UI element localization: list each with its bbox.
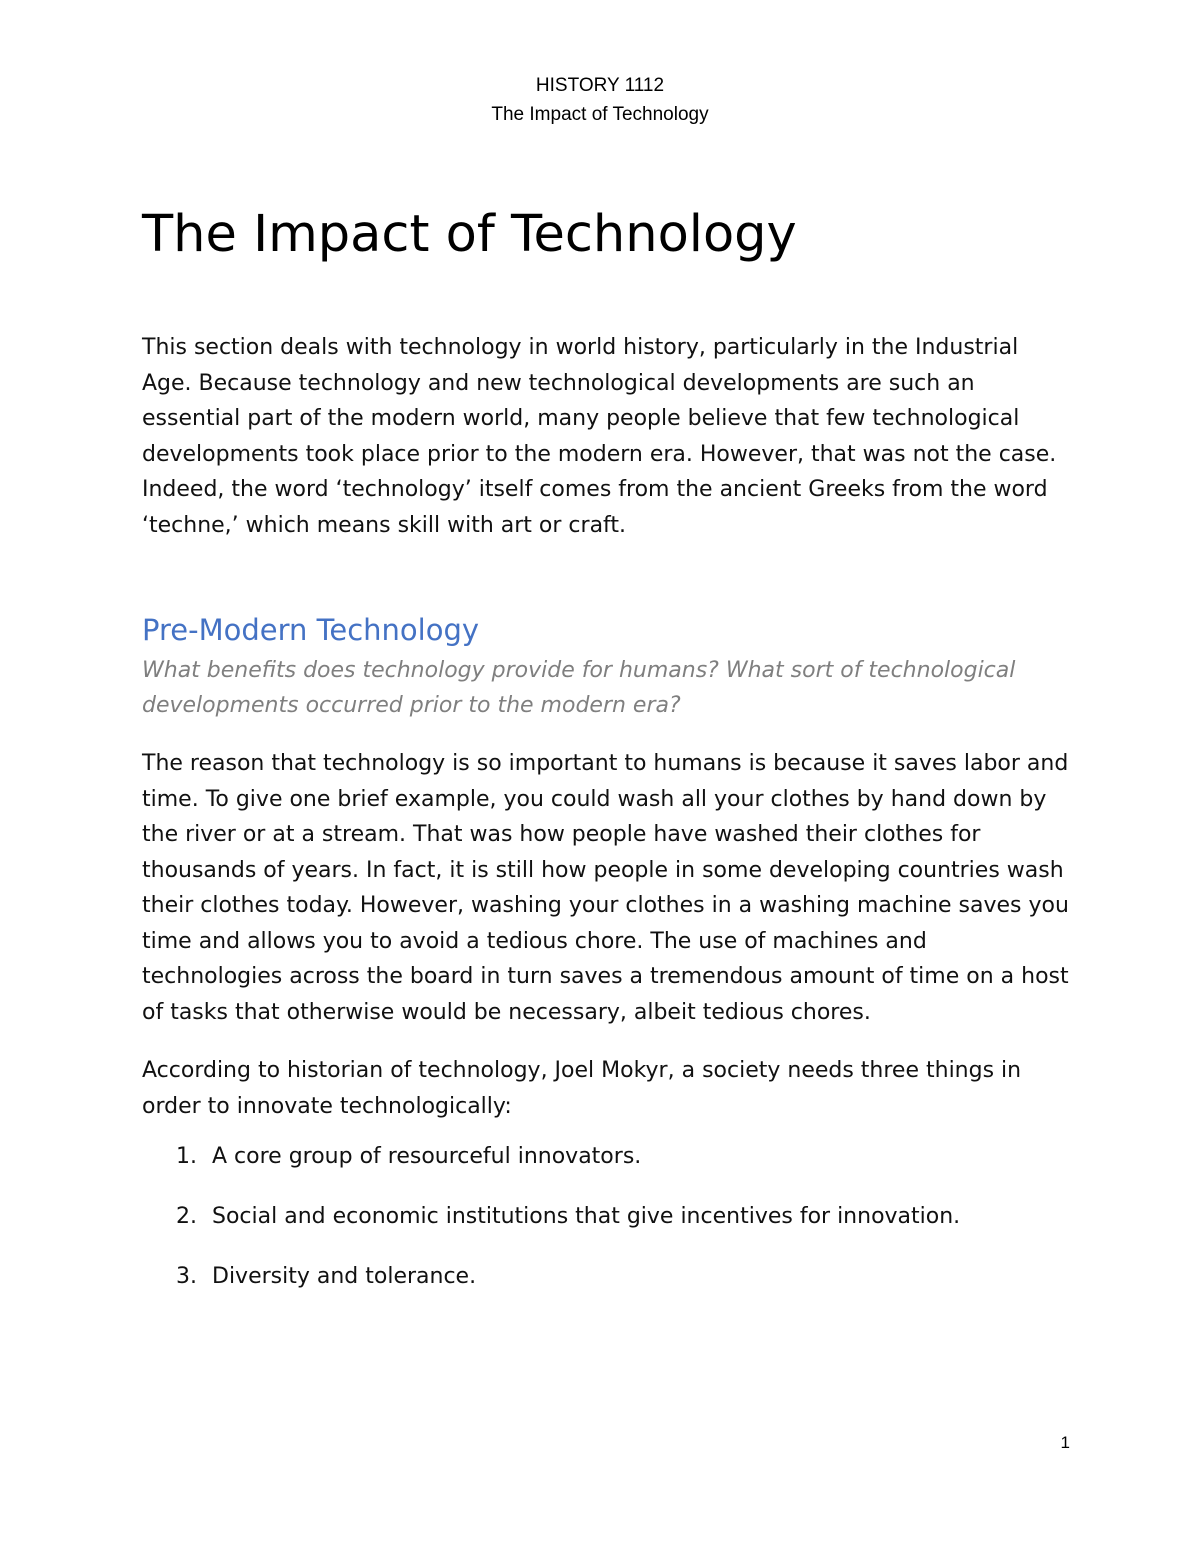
list-item bbox=[142, 1199, 1072, 1234]
document-body bbox=[142, 202, 1072, 1319]
list-item bbox=[142, 1259, 1072, 1294]
intro-paragraph: This section deals with technology in world history, particularly in the Industrial Age. Because technology and new technological developments are such an essential part of the modern world, many people believe that few technological developments took place prior to the modern era. However, that was not the case. Indeed, the word ‘technology’ itself comes from the ancient Greeks from the word ‘techne,’ which means skill with art or craft. bbox=[142, 335, 1057, 538]
page-header bbox=[0, 71, 1200, 129]
list-item-number: 2. bbox=[176, 1204, 197, 1229]
guiding-questions: What benefits does technology provide for humans? What sort of technological developments occurred prior to the modern era? bbox=[142, 658, 1016, 718]
section-heading: Pre-Modern Technology bbox=[142, 613, 480, 647]
header-subtitle: The Impact of Technology bbox=[491, 104, 709, 125]
page-number: 1 bbox=[1060, 1433, 1070, 1452]
body-paragraph-1: The reason that technology is so important to humans is because it saves labor and time. To give one brief example, you could wash all your clothes by hand down by the river or at a stream. That was how people have washed their clothes for thousands of years. In fact, it is still how people in some developing countries wash their clothes today. However, washing your clothes in a washing machine saves you time and allows you to avoid a tedious chore. The use of machines and technologies across the board in turn saves a tremendous amount of time on a host of tasks that otherwise would be necessary, albeit tedious chores. bbox=[142, 751, 1069, 1025]
header-course: HISTORY 1112 bbox=[535, 75, 665, 96]
document-title: The Impact of Technology bbox=[142, 205, 797, 264]
list-item bbox=[142, 1139, 1072, 1174]
body-paragraph-2: According to historian of technology, Joel Mokyr, a society needs three things in order to innovate technologically: bbox=[142, 1058, 1022, 1119]
list-item-text: A core group of resourceful innovators. bbox=[212, 1144, 642, 1169]
requirements-list bbox=[142, 1139, 1072, 1294]
list-item-number: 3. bbox=[176, 1264, 197, 1289]
list-item-text: Diversity and tolerance. bbox=[212, 1264, 477, 1289]
list-item-text: Social and economic institutions that give incentives for innovation. bbox=[212, 1204, 961, 1229]
list-item-number: 1. bbox=[176, 1144, 197, 1169]
